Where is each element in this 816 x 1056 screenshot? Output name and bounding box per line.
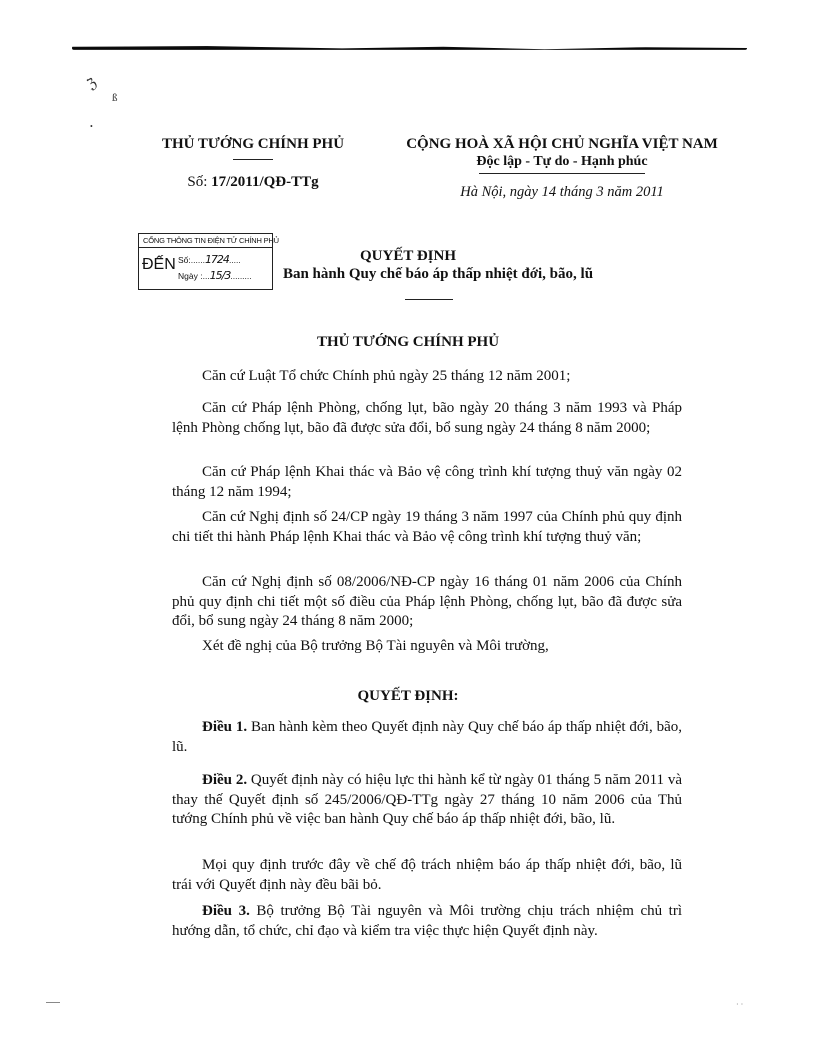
national-motto: Độc lập - Tự do - Hạnh phúc [476, 154, 648, 169]
article-text: Ban hành kèm theo Quyết định này Quy chế báo áp thấp nhiệt đới, bão, lũ. [172, 719, 682, 755]
preamble-paragraph: Căn cứ Pháp lệnh Khai thác và Bảo vệ công trình khí tượng thuỷ văn ngày 02 tháng 12 năm 1994; [172, 464, 682, 500]
issuing-agency: THỦ TƯỚNG CHÍNH PHỦ [161, 136, 345, 152]
preamble-paragraph: Căn cứ Luật Tổ chức Chính phủ ngày 25 tháng 12 năm 2001; [202, 368, 571, 384]
national-header-block [372, 136, 752, 201]
document-number-value: 17/2011/QĐ-TTg [211, 174, 319, 190]
place-date: Hà Nội, ngày 14 tháng 3 năm 2011 [460, 184, 664, 200]
stamp-date-label: Ngày : [178, 271, 203, 281]
article-text: Bộ trưởng Bộ Tài nguyên và Môi trường chịu trách nhiệm chủ trì hướng dẫn, tổ chức, chỉ đạo và kiểm tra việc thực hiện Quyết định này. [172, 903, 683, 939]
preamble-paragraph: Căn cứ Nghị định số 08/2006/NĐ-CP ngày 16 tháng 01 năm 2006 của Chính phủ quy định chi tiết một số điều của Pháp lệnh Phòng, chống lụt, bão đã được sửa đổi, bổ sung ngày 24 tháng 8 năm 2000; [172, 574, 682, 629]
article-label: Điều 1. [202, 719, 248, 735]
handwritten-mark: ℨ [84, 75, 100, 94]
stamp-number-field: Số:......1724..... [178, 253, 241, 266]
article-text: Quyết định này có hiệu lực thi hành kể từ ngày 01 tháng 5 năm 2011 và thay thế Quyết định số 245/2006/QĐ-TTg ngày 27 tháng 10 năm 2006 của Thủ tướng Chính phủ về việc ban hành Quy chế báo áp thấp nhiệt đới, bão, lũ. [172, 772, 683, 827]
article-label: Điều 2. [202, 772, 248, 788]
document-subtitle: Ban hành Quy chế báo áp thấp nhiệt đới, bão, lũ [282, 266, 594, 282]
article-text: Mọi quy định trước đây về chế độ trách nhiệm báo áp thấp nhiệt đới, bão, lũ trái với Quyết định này đều bãi bỏ. [172, 857, 682, 893]
stamp-date-field: Ngày :...15/3......... [178, 269, 252, 282]
preamble-paragraph: Căn cứ Pháp lệnh Phòng, chống lụt, bão ngày 20 tháng 3 năm 1993 và Pháp lệnh Phòng chống lụt, bão đã được sửa đổi, bổ sung ngày 24 tháng 8 năm 2000; [172, 400, 682, 436]
handwritten-mark: ß [112, 92, 118, 104]
article-1 [172, 718, 682, 757]
stamp-number-value: 1724 [204, 253, 229, 266]
document-title: QUYẾT ĐỊNH [360, 248, 456, 264]
authority-heading: THỦ TƯỚNG CHÍNH PHỦ [316, 334, 500, 350]
stamp-title: CỔNG THÔNG TIN ĐIỆN TỬ CHÍNH PHỦ [139, 234, 272, 248]
document-number-label: Số: [187, 174, 212, 190]
scan-artifact: · · [736, 1000, 744, 1009]
scan-artifact [46, 1002, 60, 1003]
divider [479, 173, 645, 174]
stamp-label: ĐẾN [142, 256, 176, 273]
article-label: Điều 3. [202, 903, 250, 919]
divider [405, 299, 453, 300]
divider [233, 159, 273, 160]
preamble-paragraph: Căn cứ Nghị định số 24/CP ngày 19 tháng 3 năm 1997 của Chính phủ quy định chi tiết thi hành Pháp lệnh Khai thác và Bảo vệ công trình khí tượng thuỷ văn; [172, 509, 682, 545]
stamp-date-value: 15/3 [209, 269, 231, 282]
issuing-agency-block [158, 136, 348, 191]
article-2-clause [172, 856, 682, 895]
preamble-paragraph: Xét đề nghị của Bộ trưởng Bộ Tài nguyên và Môi trường, [202, 638, 549, 654]
handwritten-mark: • [90, 122, 93, 131]
nation-title: CỘNG HOÀ XÃ HỘI CHỦ NGHĨA VIỆT NAM [406, 136, 718, 152]
scan-top-rule [72, 46, 747, 50]
article-2 [172, 771, 682, 830]
decision-heading: QUYẾT ĐỊNH: [357, 688, 459, 704]
document-number [158, 174, 348, 191]
stamp-number-label: Số: [178, 255, 191, 265]
article-3 [172, 902, 682, 941]
